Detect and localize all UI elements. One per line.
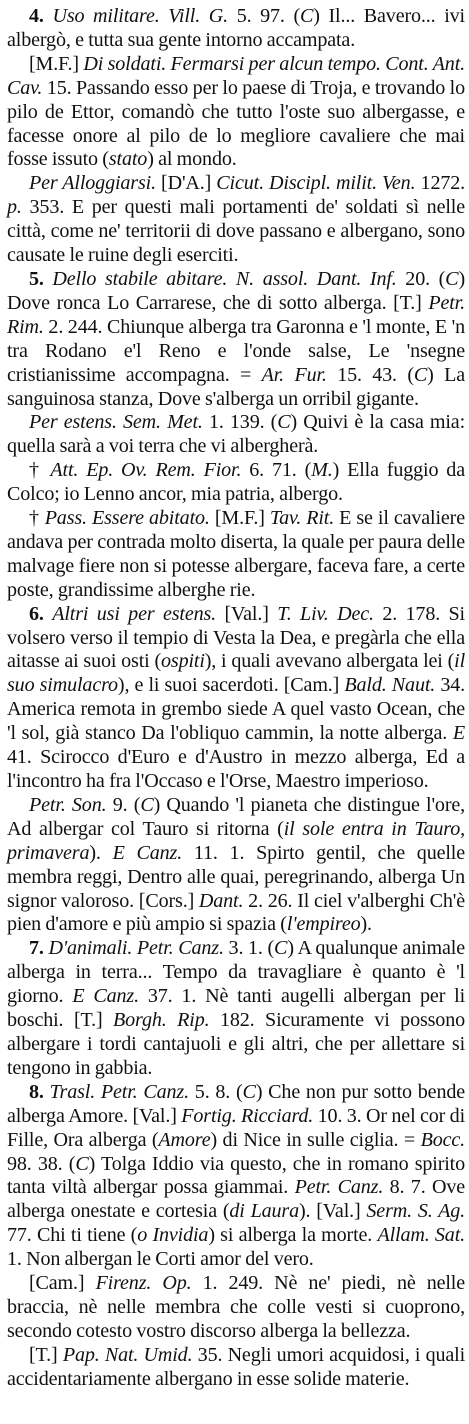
body-text: ) La sanguinosa stanza, Dove s'alberga un orribil gigante. — [7, 363, 465, 410]
body-text: [T.] — [29, 1343, 63, 1366]
body-text: 20. ( — [396, 267, 446, 290]
body-text: [D'A.] — [155, 172, 217, 195]
body-text: [Cam.] — [29, 1272, 96, 1295]
italic-citation-text: p. — [7, 196, 22, 219]
italic-citation-text: E Canz. — [112, 841, 183, 864]
italic-citation-text: di Laura — [229, 1200, 299, 1223]
body-text: 2. 178. Si volsero verso il tempio di Vesta la Dea, e pregàrla che ella aitasse ai suoi osti ( — [7, 602, 465, 673]
body-text: 3. 1. ( — [223, 937, 275, 960]
entry-paragraph — [7, 507, 465, 603]
body-text: 353. E per questi mali portamenti de' soldati sì nelle città, come ne' territorii di dove passano e albergano, sono causate le ruine degli eserciti. — [7, 196, 465, 267]
body-text: 1. 139. ( — [202, 411, 278, 434]
italic-citation-text: Per estens. Sem. Met. — [29, 411, 203, 434]
italic-citation-text: o Invidia — [137, 1224, 209, 1247]
body-text: ) Ella fuggio da Colco; io Lenno ancor, mia patria, albergo. — [7, 459, 465, 506]
body-text: 2. 244. Chiunque alberga tra Garonna e 'l monte, E 'n tra Rodano e'l Reno e l'onde salse, Le 'nsegne cristianissime accompagna. = — [7, 315, 465, 386]
body-text: ) di Nice in sulle ciglia. = — [210, 1128, 421, 1151]
body-text: ) Quivi è la casa mia: quella sarà a voi terra che vi albergherà. — [7, 411, 466, 458]
body-text: 10. 3. Or nel cor di Fille, Ora alberga ( — [7, 1104, 465, 1151]
italic-citation-text: Trasl. Petr. Canz. — [49, 1080, 189, 1103]
body-text: ) al mondo. — [147, 148, 237, 171]
sense-number: 8. — [29, 1080, 50, 1103]
italic-citation-text: C — [413, 363, 428, 386]
entry-paragraph — [7, 1344, 465, 1392]
italic-citation-text: C — [242, 1080, 256, 1103]
italic-citation-text: E Canz. — [72, 985, 139, 1008]
body-text: 9. ( — [106, 793, 141, 816]
body-text: ). — [89, 841, 113, 864]
italic-citation-text: Dello stabile abitare. N. assol. Dant. Inf. — [52, 267, 397, 290]
italic-citation-text: C — [140, 793, 154, 816]
italic-citation-text: C — [277, 411, 291, 434]
italic-citation-text: Pass. Essere abitato. — [44, 507, 210, 530]
entry-paragraph — [7, 5, 465, 53]
body-text: 5. 8. ( — [188, 1080, 243, 1103]
italic-citation-text: M. — [311, 459, 333, 482]
body-text: ) Che non pur sotto bende alberga Amore. [Val.] — [7, 1080, 466, 1127]
body-text: 41. Scirocco d'Euro e d'Austro in mezzo alberga, Ed a l'incontro ha fra l'Occaso e l'Orse, Maestro imperioso. — [7, 746, 465, 792]
italic-citation-text: l'empireo — [286, 913, 361, 936]
entry-paragraph — [7, 937, 465, 1080]
sense-number: 7. — [29, 937, 49, 960]
italic-citation-text: Di soldati. Fermarsi per alcun tempo. Cont. Ant. Cav. — [7, 52, 465, 99]
body-text: 98. 38. ( — [7, 1152, 76, 1175]
entry-paragraph — [7, 53, 465, 173]
body-text: 15. Passando esso per lo paese di Troja, e trovando lo pilo de Ettor, comandò che tutto l'oste suo albergasse, e facesse onore al pilo de lo megliore cavaliere che mai fosse issuto ( — [7, 76, 465, 171]
italic-citation-text: T. Liv. Dec. — [277, 602, 374, 625]
italic-citation-text: Att. Ep. Ov. Rem. Fior. — [50, 459, 242, 482]
body-text: 37. 1. Nè tanti augelli albergan per li boschi. [T.] — [7, 985, 466, 1032]
italic-citation-text: Altri usi per estens. — [52, 602, 217, 625]
italic-citation-text: Ar. Fur. — [261, 363, 327, 386]
entry-paragraph — [7, 603, 465, 794]
body-text: [M.F.] — [209, 507, 270, 530]
italic-citation-text: Bald. Naut. — [344, 674, 436, 697]
body-text: ) A qualunque animale alberga in terra... Tempo da travagliare è quanto è 'l giorno. — [7, 937, 465, 1008]
sense-number: 6. — [29, 602, 53, 625]
body-text: E se il cavaliere andava per contrada molto diserta, la quale per paura delle malvage fiere non si potesse albergare, faceva fare, a certe poste, grandissime alberghe rie. — [7, 507, 465, 601]
body-text: [M.F.] — [29, 52, 84, 75]
entry-paragraph — [7, 1081, 465, 1272]
dictionary-entry-body — [7, 5, 465, 1392]
body-text: ), i quali avevano albergata lei ( — [204, 650, 455, 673]
body-text: [Val.] — [216, 602, 278, 625]
italic-citation-text: stato — [108, 148, 148, 171]
body-text: 34. America remota in grembo siede A quel vasto Ocean, che 'l sol, già stanco Da l'obliquo cammin, la notte alberga. — [7, 674, 465, 745]
italic-citation-text: Cicut. Discipl. milit. Ven. — [216, 172, 416, 195]
body-text: ) si alberga la morte. — [208, 1224, 378, 1247]
italic-citation-text: C — [445, 267, 459, 290]
entry-paragraph — [7, 411, 465, 459]
body-text: 8. 7. Ove alberga onestate e cortesia ( — [7, 1176, 465, 1223]
body-text: 35. Negli umori acquidosi, i quali accidentariamente albergano in esse solide materie. — [7, 1343, 465, 1390]
entry-paragraph — [7, 1272, 465, 1344]
italic-citation-text: C — [274, 937, 288, 960]
body-text: ), e li suoi sacerdoti. [Cam.] — [117, 674, 345, 697]
italic-citation-text: Firenz. Op. — [95, 1272, 192, 1295]
italic-citation-text: C — [300, 5, 314, 27]
entry-paragraph — [7, 268, 465, 411]
body-text: ) Quando 'l pianeta che distingue l'ore, Ad albergar col Tauro si ritorna ( — [7, 793, 466, 840]
italic-citation-text: Allam. Sat. — [377, 1224, 466, 1247]
body-text: 77. Chi ti tiene ( — [7, 1224, 138, 1247]
italic-citation-text: Serm. S. Ag. — [366, 1200, 466, 1223]
body-text: † — [29, 459, 51, 482]
body-text: 1272. — [415, 172, 466, 195]
italic-citation-text: ospiti — [161, 650, 205, 673]
italic-citation-text: Per Alloggiarsi. — [29, 172, 156, 195]
body-text: ). [Val.] — [298, 1200, 367, 1223]
entry-paragraph — [7, 459, 465, 507]
italic-citation-text: Petr. Rim. — [7, 291, 465, 338]
sense-number: 4. — [29, 5, 53, 27]
italic-citation-text: Pap. Nat. Umid. — [62, 1343, 193, 1366]
italic-citation-text: il sole entra in Tauro, primavera — [7, 817, 466, 864]
italic-citation-text: il suo simulacro — [7, 650, 466, 697]
italic-citation-text: E — [452, 722, 465, 745]
body-text: ) Il... Bavero... ivi albergò, e tutta sua gente intorno accampata. — [7, 5, 465, 51]
body-text: 2. 26. Il ciel v'alberghi Ch'è pien d'amore e più ampio si spazia ( — [7, 889, 465, 936]
italic-citation-text: Bocc. — [420, 1128, 466, 1151]
italic-citation-text: Amore — [158, 1128, 211, 1151]
body-text: 5. 97. ( — [228, 5, 301, 27]
italic-citation-text: D'animali. Petr. Canz. — [48, 937, 224, 960]
body-text: ) Tolga Iddio via questo, che in romano spirito tanta viltà albergar possa giammai. — [7, 1152, 465, 1199]
body-text: 6. 71. ( — [241, 459, 312, 482]
italic-citation-text: Uso militare. Vill. G. — [52, 5, 229, 27]
body-text: 11. 1. Spirto gentil, che quelle membra reggi, Dentro alle quai, peregrinando, alberga Un signor valoroso. [Cors.] — [7, 841, 466, 912]
sense-number: 5. — [29, 267, 53, 290]
body-text: ). — [360, 913, 372, 936]
entry-paragraph — [7, 172, 465, 268]
body-text: † — [29, 507, 45, 530]
body-text: 15. 43. ( — [326, 363, 414, 386]
body-text: 1. Non albergan le Corti amor del vero. — [7, 1248, 314, 1271]
body-text: 1. 249. Nè ne' piedi, nè nelle braccia, nè nelle membra che colle vesti si cuoprono, secondo cotesto vostro discorso alberga la bellezza. — [7, 1272, 465, 1342]
entry-paragraph — [7, 794, 465, 937]
body-text: 182. Sicuramente vi possono albergare i tordi cantajuoli e gli altri, che per allettare si tengono in gabbia. — [7, 1009, 465, 1079]
body-text: ) Dove ronca Lo Carrarese, che di sotto alberga. [T.] — [7, 267, 465, 314]
italic-citation-text: Borgh. Rip. — [113, 1009, 210, 1032]
italic-citation-text: Petr. Canz. — [294, 1176, 384, 1199]
italic-citation-text: C — [75, 1152, 89, 1175]
italic-citation-text: Fortig. Ricciard. — [181, 1104, 314, 1127]
italic-citation-text: Dant. — [198, 889, 244, 912]
italic-citation-text: Tav. Rit. — [269, 507, 335, 530]
italic-citation-text: Petr. Son. — [29, 793, 107, 816]
